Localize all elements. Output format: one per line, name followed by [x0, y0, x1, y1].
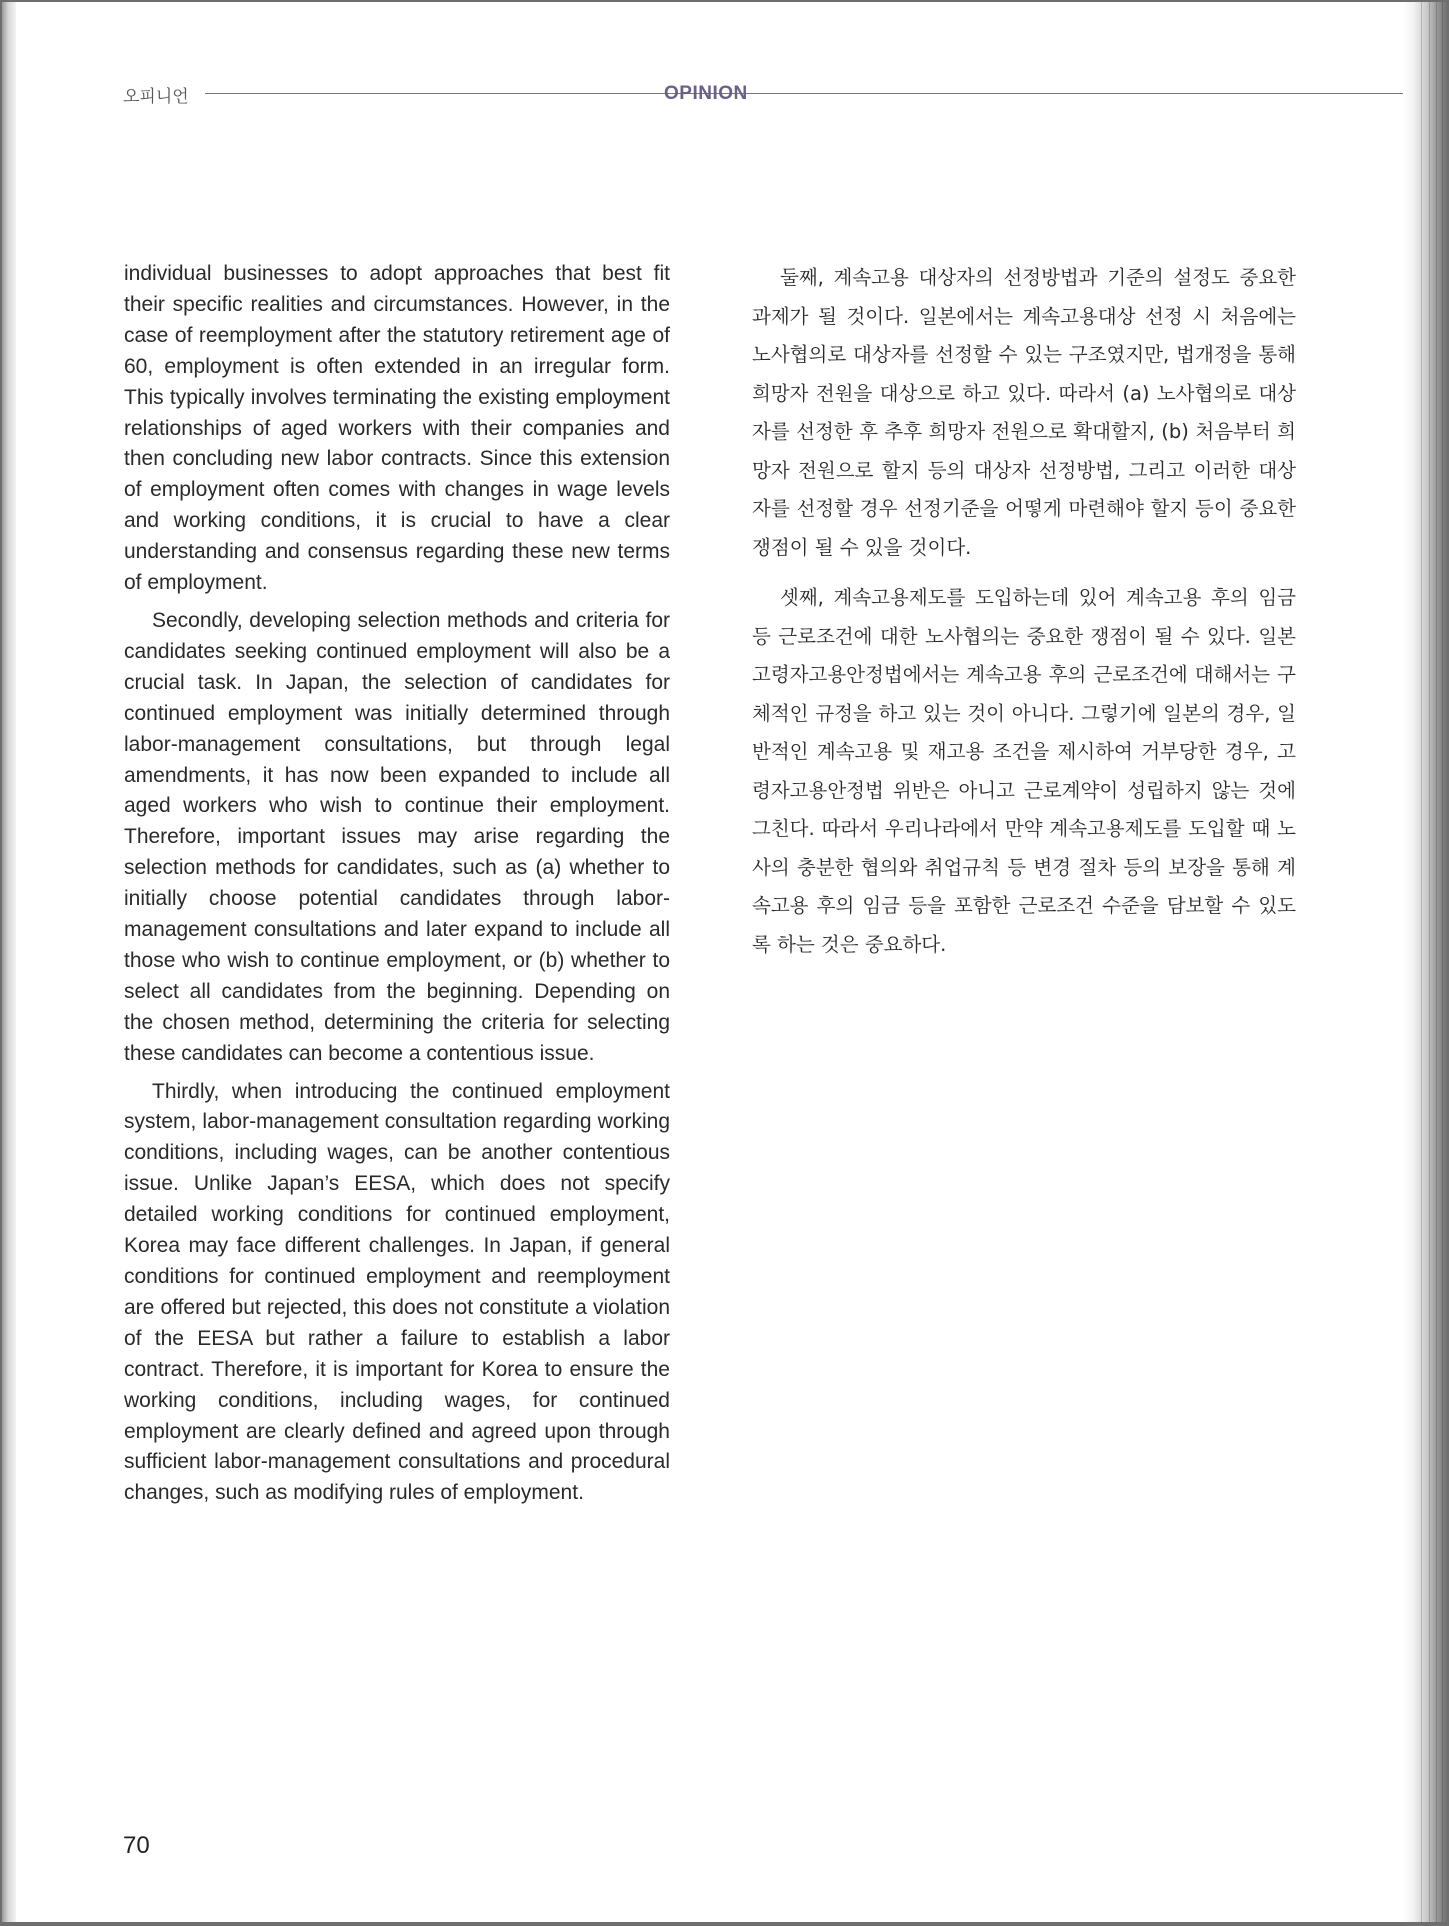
- page-binding: [2, 2, 16, 1922]
- page-header: [123, 82, 1443, 107]
- section-label-english: OPINION: [664, 83, 748, 104]
- english-paragraph-1: individual businesses to adopt approaches that best fit their specific realities and circumstances. However, in the case of reemployment after the statutory retirement age of 60, employment is often extended in an irregular form. This typically involves terminating the existing employment relationships of aged workers with their companies and then concluding new labor contracts. Since this extension of employment often comes with changes in wage levels and working conditions, it is crucial to have a clear understanding and consensus regarding these new terms of employment.: [124, 262, 670, 595]
- korean-column: [752, 259, 1296, 976]
- section-label-korean: 오피니언: [123, 87, 189, 107]
- header-rule-right: [763, 93, 1447, 94]
- english-paragraph-2: Secondly, developing selection methods and criteria for candidates seeking continued employment will also be a crucial task. In Japan, the selection of candidates for continued employment was initially determined through labor-management consultations, but through legal amendments, it has now been expanded to include all aged workers who wish to continue their employment. Therefore, important issues may arise regarding the selection methods for candidates, such as (a) whether to initially choose potential candidates through labor-management consultations and later expand to include all those who wish to continue employment, or (b) whether to select all candidates from the beginning. Depending on the chosen method, determining the criteria for selecting these candidates can become a contentious issue.: [124, 608, 670, 1065]
- korean-paragraph-1: 둘째, 계속고용 대상자의 선정방법과 기준의 설정도 중요한 과제가 될 것이다. 일본에서는 계속고용대상 선정 시 처음에는 노사협의로 대상자를 선정할 수 있는 구조였지만, 법개정을 통해 희망자 전원을 대상으로 하고 있다. 따라서 (a) 노사협의로 대상자를 선정한 후 추후 희망자 전원으로 확대할지, (b) 처음부터 희망자 전원으로 할지 등의 대상자 선정방법, 그리고 이러한 대상자를 선정할 경우 선정기준을 어떻게 마련해야 할지 등이 중요한 쟁점이 될 수 있을 것이다.: [752, 266, 1296, 559]
- magazine-page: [2, 2, 1447, 1922]
- page-number: 70: [123, 1832, 150, 1859]
- english-column: [124, 259, 670, 1516]
- page-edge: [1403, 2, 1447, 1922]
- korean-paragraph-2: 셋째, 계속고용제도를 도입하는데 있어 계속고용 후의 임금 등 근로조건에 대한 노사협의는 중요한 쟁점이 될 수 있다. 일본 고령자고용안정법에서는 계속고용 후의 근로조건에 대해서는 구체적인 규정을 하고 있는 것이 아니다. 그렇기에 일본의 경우, 일반적인 계속고용 및 재고용 조건을 제시하여 거부당한 경우, 고령자고용안정법 위반은 아니고 근로계약이 성립하지 않는 것에 그친다. 따라서 우리나라에서 만약 계속고용제도를 도입할 때 노사의 충분한 협의와 취업규칙 등 변경 절차 등의 보장을 통해 계속고용 후의 임금 등을 포함한 근로조건 수준을 담보할 수 있도록 하는 것은 중요하다.: [752, 586, 1296, 956]
- english-paragraph-3: Thirdly, when introducing the continued employment system, labor-management consultation regarding working conditions, including wages, can be another contentious issue. Unlike Japan’s EESA, which does not specify detailed working conditions for continued employment, Korea may face different challenges. In Japan, if general conditions for continued employment and reemployment are offered but rejected, this does not constitute a violation of the EESA but rather a failure to establish a labor contract. Therefore, it is important for Korea to ensure the working conditions, including wages, for continued employment are clearly defined and agreed upon through sufficient labor-management consultations and procedural changes, such as modifying rules of employment.: [124, 1079, 670, 1505]
